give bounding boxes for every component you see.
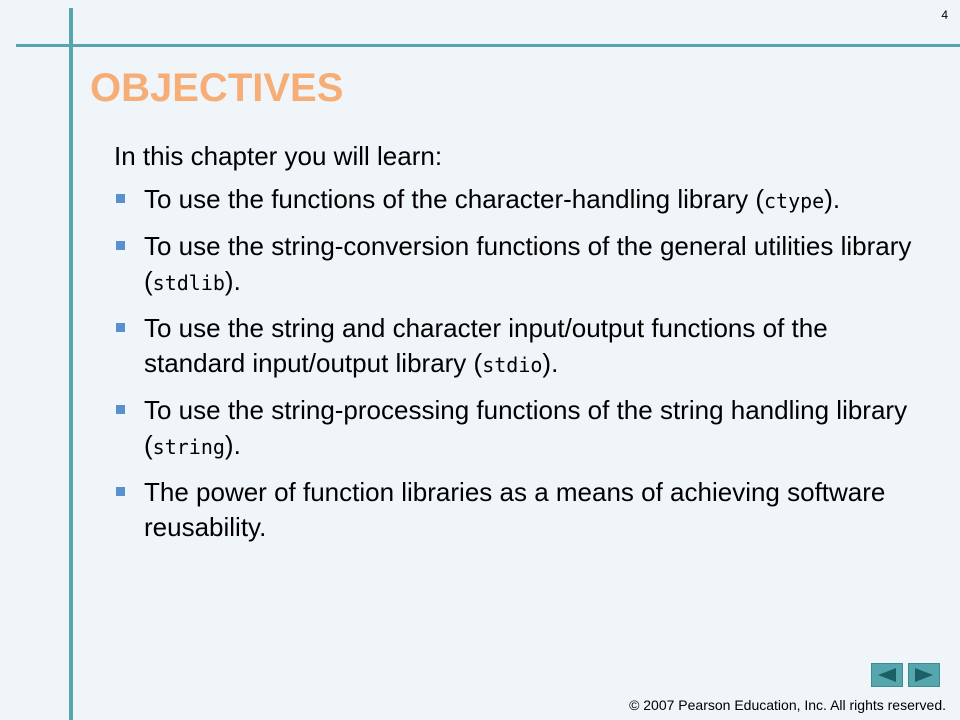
triangle-right-icon (913, 667, 935, 683)
square-bullet-icon (116, 487, 125, 496)
objective-text-end: ). (542, 348, 559, 378)
square-bullet-icon (116, 194, 125, 203)
horizontal-accent-line (16, 44, 960, 47)
library-name: stdlib (152, 271, 225, 295)
square-bullet-icon (116, 405, 125, 414)
triangle-left-icon (876, 667, 898, 683)
objective-text: To use the string-conversion functions of the general utilities library ( (144, 231, 912, 296)
objective-item (112, 393, 932, 465)
objective-text: To use the string and character input/output functions of the standard input/output library ( (144, 313, 828, 378)
objective-item (112, 229, 932, 301)
objective-text: To use the functions of the character-handling library ( (144, 184, 765, 214)
previous-slide-button[interactable] (871, 663, 903, 687)
next-slide-button[interactable] (908, 663, 940, 687)
objective-item (112, 475, 932, 547)
objective-text-end: ). (224, 430, 241, 460)
square-bullet-icon (116, 241, 125, 250)
library-name: string (152, 435, 225, 459)
library-name: stdio (482, 353, 543, 377)
page-number: 4 (941, 8, 948, 22)
square-bullet-icon (116, 323, 125, 332)
objective-text: To use the string-processing functions of the string handling library ( (144, 395, 908, 460)
objective-text-end: ). (824, 184, 841, 214)
slide-title: OBJECTIVES (90, 66, 344, 110)
objective-item (112, 311, 932, 383)
slide-navigation (871, 663, 940, 687)
library-name: ctype (764, 189, 825, 213)
objective-item (112, 182, 932, 219)
objectives-list (112, 182, 932, 557)
objective-text: The power of function libraries as a means of achieving software reusability. (144, 477, 886, 542)
copyright-notice: © 2007 Pearson Education, Inc. All rights reserved. (629, 697, 946, 713)
intro-text: In this chapter you will learn: (114, 141, 443, 171)
vertical-accent-line (69, 8, 73, 720)
objective-text-end: ). (224, 266, 241, 296)
